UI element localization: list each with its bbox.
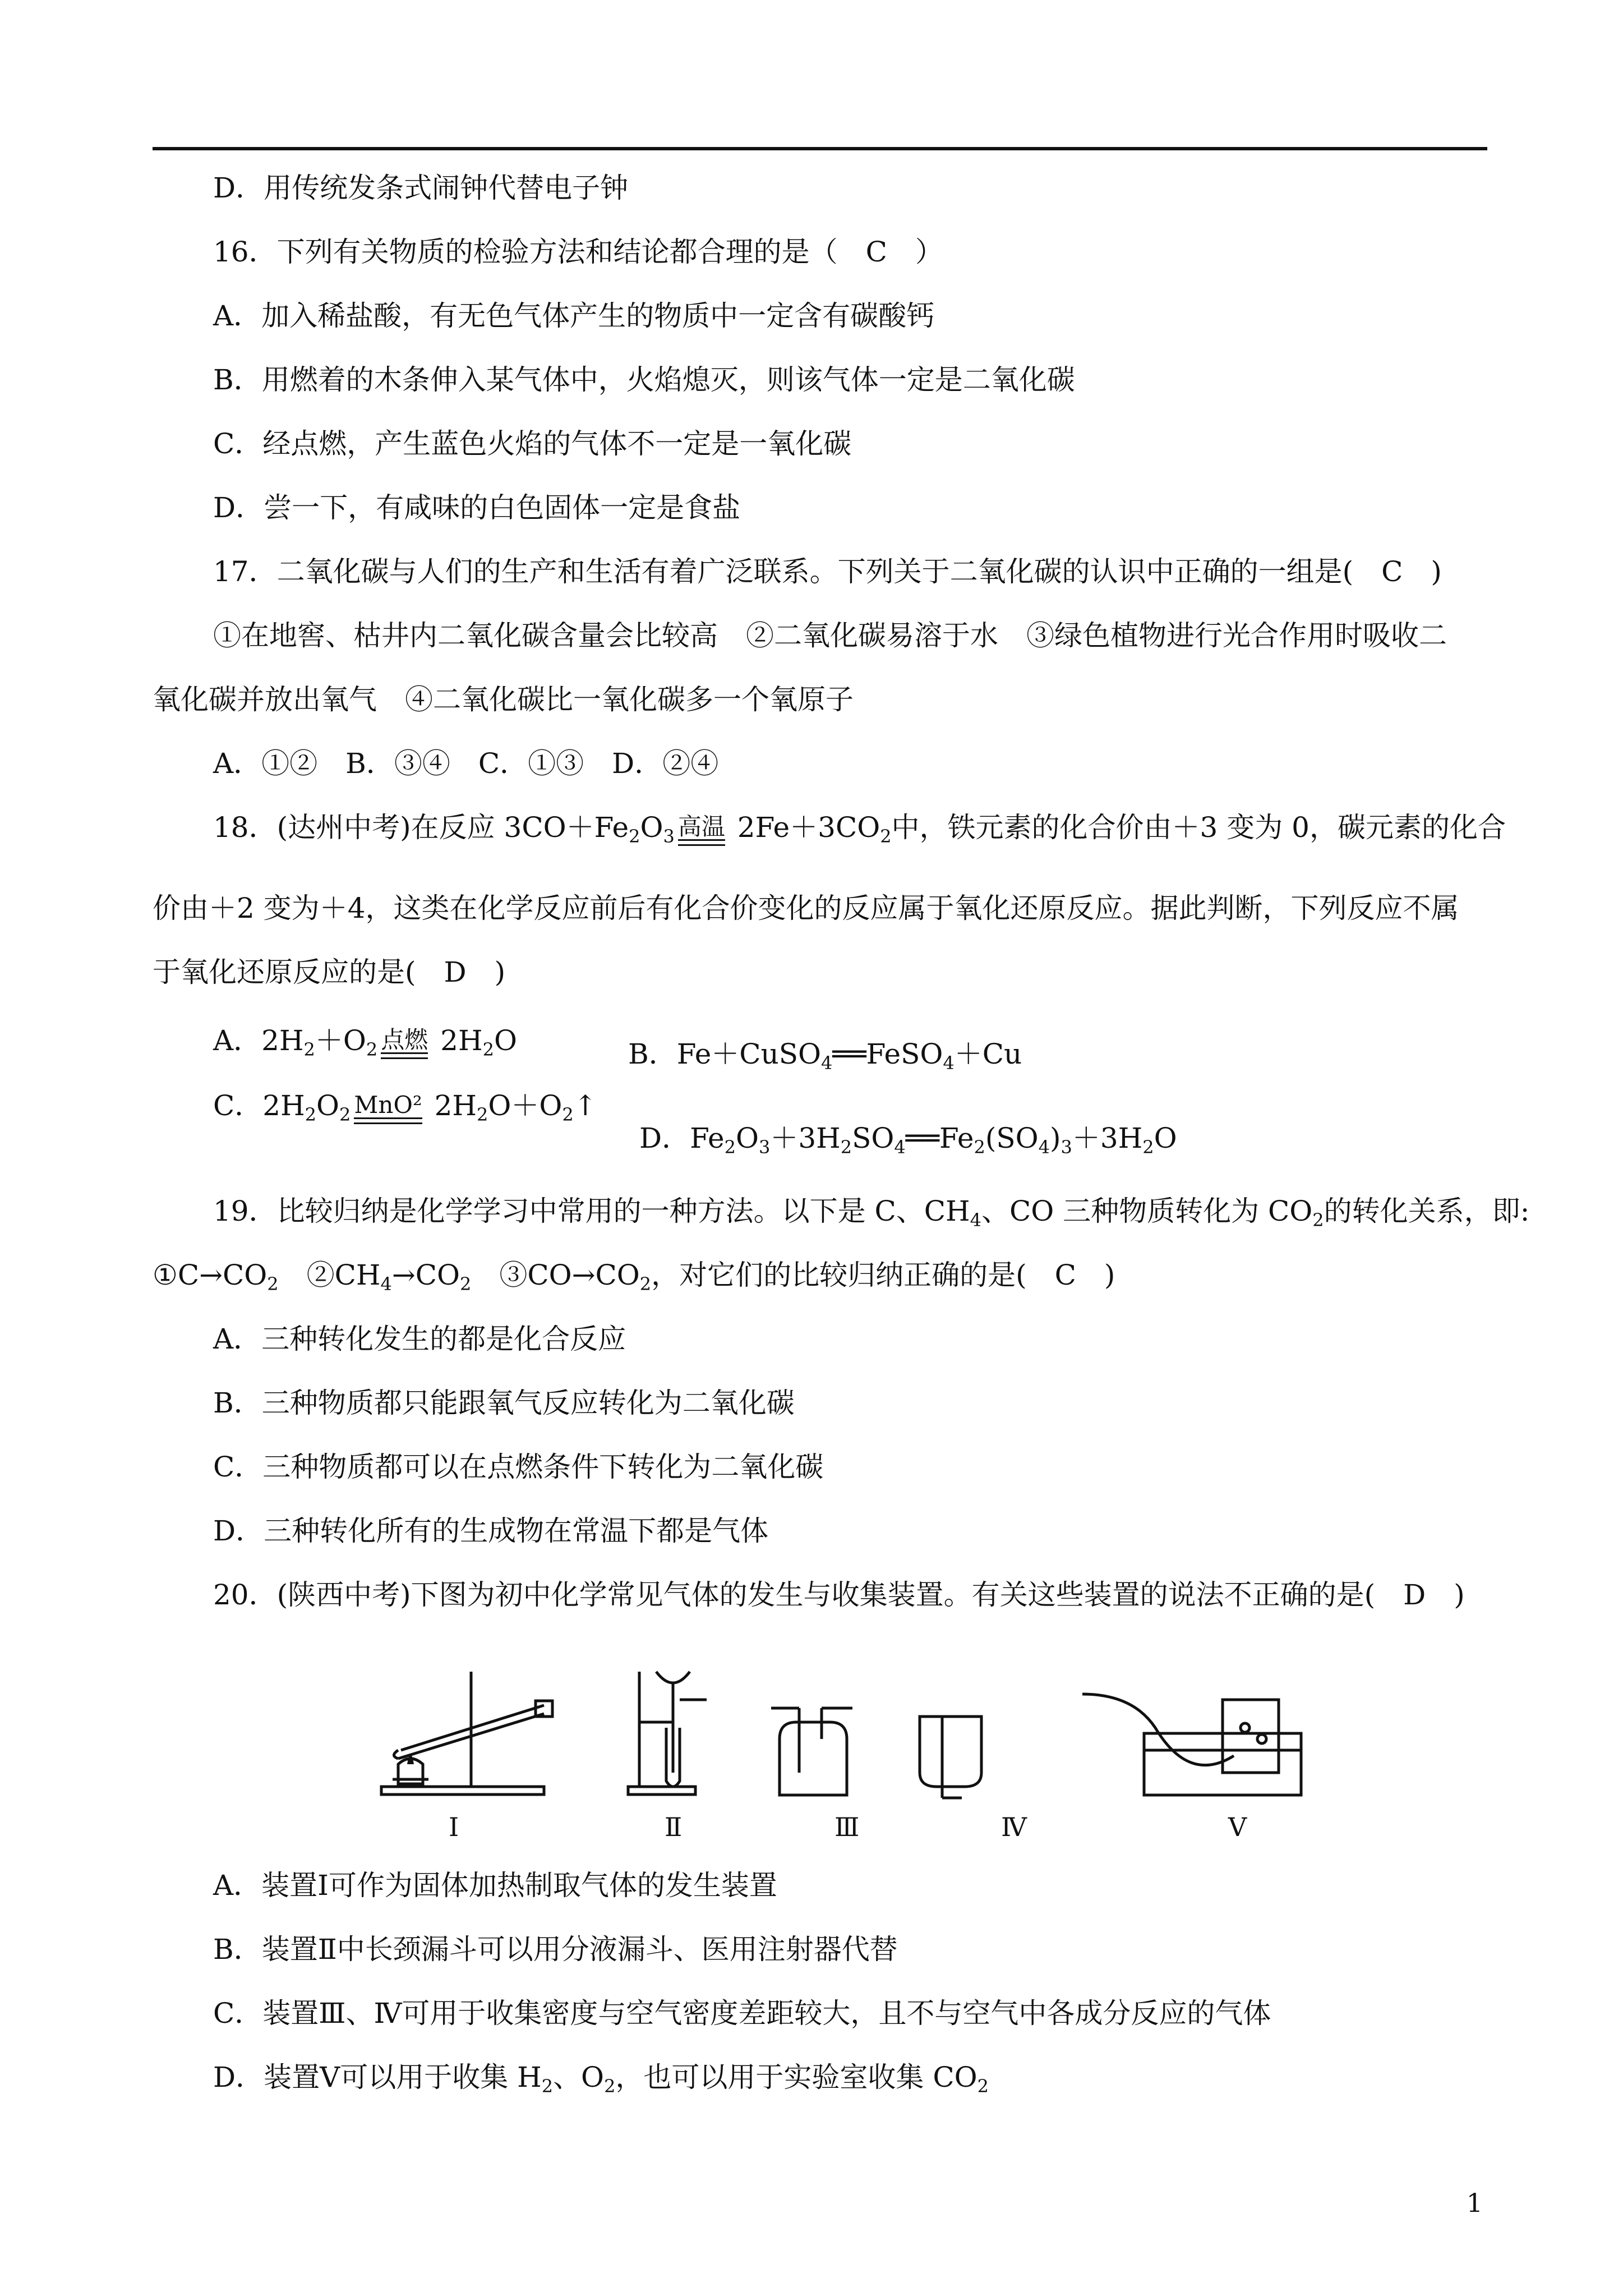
q16-option-c: C．经点燃，产生蓝色火焰的气体不一定是一氧化碳 — [213, 427, 852, 460]
q18-stem-line1: 18．(达州中考)在反应 $3CO+Fe_2O_3$ 高温 $2Fe+3CO_2$中，铁元素的化合价由＋3 变为 0，碳元素的化合 — [213, 808, 1506, 856]
q19-option-c: C．三种物质都可以在点燃条件下转化为二氧化碳 — [213, 1451, 824, 1483]
apparatus-v-water-trough — [1082, 1694, 1301, 1795]
q19-option-a: A．三种转化发生的都是化合反应 — [213, 1323, 626, 1355]
reaction-condition-high-temp: 高温 — [678, 815, 725, 856]
q17-options: A．①② B．③④ C．①③ D．②④ — [213, 747, 719, 780]
apparatus-ii-long-funnel — [628, 1672, 707, 1795]
q18-option-c: C．$2H_2O_2$ MnO² $2H_2O+O_2↑$ — [213, 1086, 597, 1134]
q18-stem-line3: 于氧化还原反应的是( D ) — [153, 956, 506, 988]
q17-statements-line1: ①在地窖、枯井内二氧化碳含量会比较高 ②二氧化碳易溶于水 ③绿色植物进行光合作用时吸收二 — [213, 619, 1447, 652]
apparatus-label-ii: Ⅱ — [665, 1812, 683, 1842]
q20-option-b: B．装置Ⅱ中长颈漏斗可以用分液漏斗、医用注射器代替 — [213, 1933, 898, 1966]
q20-option-a: A．装置Ⅰ可作为固体加热制取气体的发生装置 — [213, 1869, 777, 1902]
q16-option-d: D．尝一下，有咸味的白色固体一定是食盐 — [213, 491, 741, 524]
q20-option-c: C．装置Ⅲ、Ⅳ可用于收集密度与空气密度差距较大，且不与空气中各成分反应的气体 — [213, 1997, 1271, 2030]
q19-stem-line1: 19．比较归纳是化学学习中常用的一种方法。以下是 C、$CH_4$、CO 三种物质转化为 $CO_2$的转化关系，即: — [213, 1195, 1530, 1231]
q18-option-a: A．$2H_2+O_2$ 点燃 $2H_2O$ — [213, 1021, 517, 1069]
q15-option-d: D．用传统发条式闹钟代替电子钟 — [213, 172, 629, 204]
q16-option-b: B．用燃着的木条伸入某气体中，火焰熄灭，则该气体一定是二氧化碳 — [213, 364, 1075, 396]
apparatus-label-iv: Ⅳ — [1001, 1812, 1027, 1842]
apparatus-label-i: Ⅰ — [449, 1812, 459, 1842]
q20-stem: 20．(陕西中考)下图为初中化学常见气体的发生与收集装置。有关这些装置的说法不正确的是( D ) — [213, 1579, 1465, 1611]
q16-stem: 16．下列有关物质的检验方法和结论都合理的是（ C ） — [213, 236, 943, 268]
q17-statements-line2: 氧化碳并放出氧气 ④二氧化碳比一氧化碳多一个氧原子 — [153, 683, 854, 716]
apparatus-label-v: Ⅴ — [1228, 1812, 1247, 1842]
apparatus-label-iii: Ⅲ — [834, 1812, 860, 1842]
reaction-condition-catalyst: MnO² — [354, 1093, 422, 1134]
q18-option-d: D．$Fe_2O_3+3H_2SO_4══Fe_2(SO_4)_3+3H_2O$ — [639, 1122, 1177, 1158]
q19-stem-line2: $①C\to CO_2$ $②CH_4\to CO_2$ $③CO\to CO_2$，对它们的比较归纳正确的是( C ) — [153, 1259, 1115, 1295]
q18-stem-line2: 价由＋2 变为＋4，这类在化学反应前后有化合价变化的反应属于氧化还原反应。据此判断，下列反应不属 — [153, 892, 1459, 924]
header-rule — [153, 147, 1487, 150]
q17-stem: 17．二氧化碳与人们的生产和生活有着广泛联系。下列关于二氧化碳的认识中正确的一组是( C ) — [213, 555, 1442, 588]
q19-option-d: D．三种转化所有的生成物在常温下都是气体 — [213, 1515, 769, 1547]
q19-option-b: B．三种物质都只能跟氧气反应转化为二氧化碳 — [213, 1387, 795, 1419]
apparatus-iv-inverted-bottle — [920, 1717, 981, 1798]
reaction-condition-ignite: 点燃 — [381, 1028, 428, 1069]
apparatus-figure — [359, 1660, 1312, 1801]
apparatus-iii-gas-bottle — [771, 1708, 852, 1795]
q20-option-d: D．装置Ⅴ可以用于收集 $H_2$、$O_2$，也可以用于实验室收集 $CO_2$ — [213, 2061, 989, 2097]
apparatus-i-heating — [381, 1672, 552, 1795]
q16-option-a: A．加入稀盐酸，有无色气体产生的物质中一定含有碳酸钙 — [213, 300, 935, 332]
q18-option-b: B．Fe＋CuSO$_4$══FeSO$_4$＋Cu — [628, 1038, 1022, 1074]
page-number: 1 — [1466, 2188, 1483, 2218]
